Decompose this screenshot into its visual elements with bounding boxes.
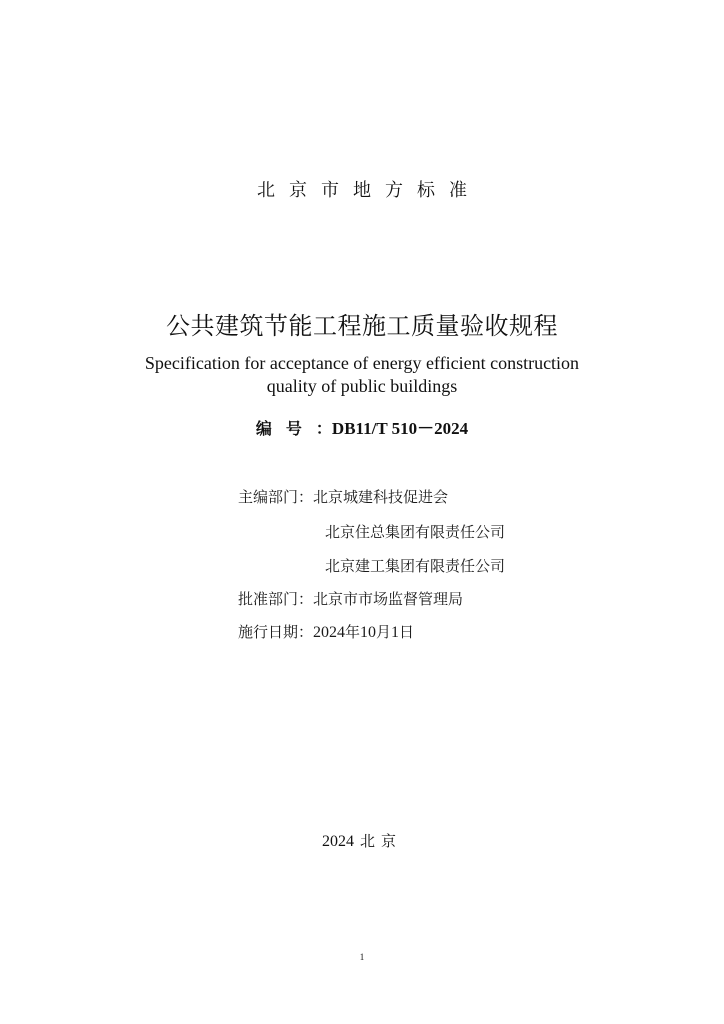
code-separator: ： [315,419,332,438]
effective-year: 2024 [313,624,346,641]
publish-year: 2024 [321,833,354,850]
publication-line [0,830,724,851]
editor-3: 北京建工集团有限责任公司 [325,557,506,575]
page-number: 1 [359,952,365,962]
effective-year-unit: 年 [345,623,361,641]
document-title-cn: 公共建筑节能工程施工质量验收规程 [166,312,558,340]
editor-2: 北京住总集团有限责任公司 [325,523,506,541]
editor-1: 北京城建科技促进会 [313,488,449,506]
approver: 北京市市场监督管理局 [313,590,464,608]
editors-row [238,486,448,507]
approver-row [238,588,463,609]
effective-label: 施行日期： [238,623,314,641]
effective-month-unit: 月 [376,623,392,641]
effective-date-row [238,621,414,642]
document-title-en [0,352,724,398]
editors-label: 主编部门： [238,488,314,506]
standard-code [0,414,724,439]
title-en-line-2: quality of public buildings [266,376,458,396]
effective-day: 1 [391,624,400,641]
publish-city: 北京 [359,832,402,850]
editor-3-row [325,555,505,576]
approver-label: 批准部门： [238,590,314,608]
code-value: DB11/T 510－2024 [331,419,469,438]
effective-month: 10 [360,624,377,641]
editor-2-row [325,521,505,542]
code-label: 编号 [255,419,316,438]
standard-type: 北京市地方标准 [257,180,481,201]
effective-day-unit: 日 [399,623,415,641]
title-en-line-1: Specification for acceptance of energy efficient construction [144,353,580,373]
